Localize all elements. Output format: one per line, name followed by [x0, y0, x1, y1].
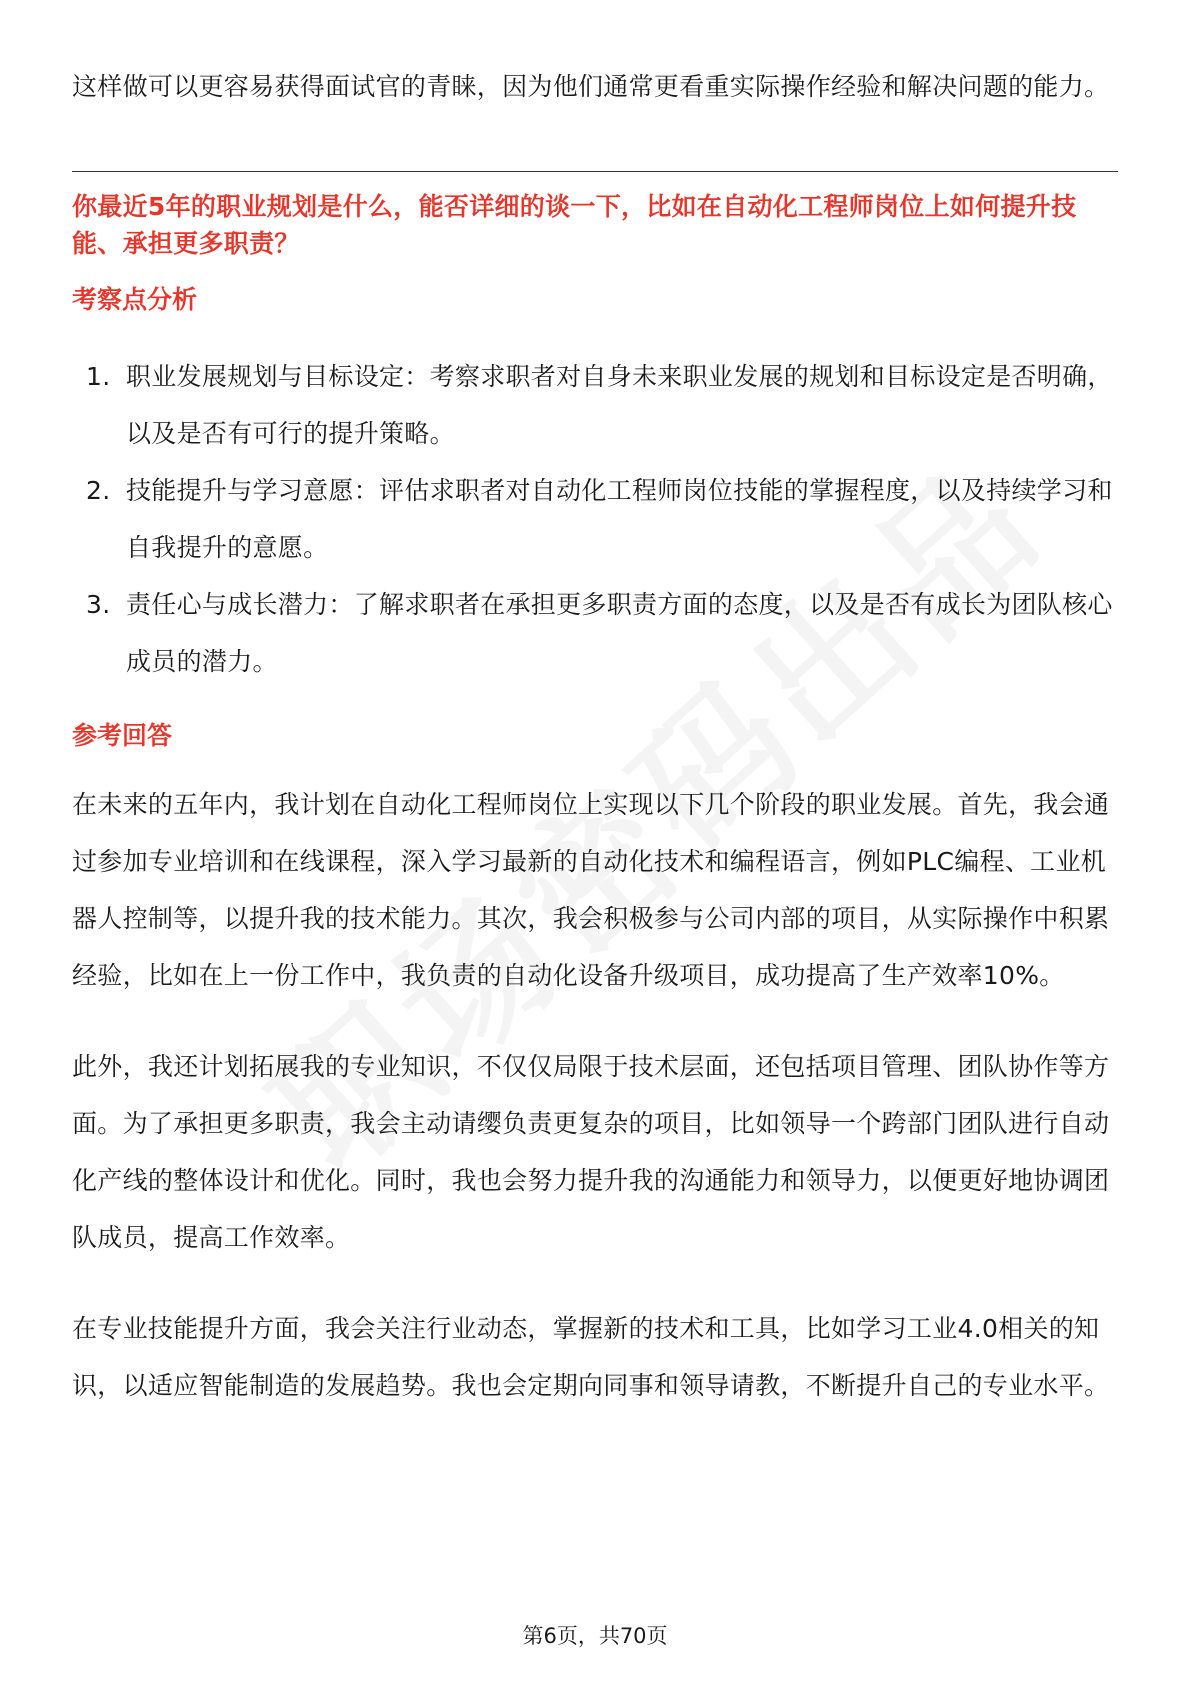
analysis-item-text: 职业发展规划与目标设定：考察求职者对自身未来职业发展的规划和目标设定是否明确，以及是否有可行的提升策略。: [126, 362, 1113, 448]
section-divider: [72, 171, 1118, 172]
answer-heading: 参考回答: [72, 721, 173, 750]
page-content: [72, 58, 1118, 1448]
list-number: 3.: [86, 590, 111, 619]
answer-paragraph: 此外，我还计划拓展我的专业知识，不仅仅局限于技术层面，还包括项目管理、团队协作等方面。为了承担更多职责，我会主动请缨负责更复杂的项目，比如领导一个跨部门团队进行自动化产线的整体设计和优化。同时，我也会努力提升我的沟通能力和领导力，以便更好地协调团队成员，提高工作效率。: [72, 1052, 1110, 1252]
analysis-list: [72, 348, 1118, 690]
analysis-item: [72, 576, 1118, 690]
answer-paragraph: 在未来的五年内，我计划在自动化工程师岗位上实现以下几个阶段的职业发展。首先，我会通过参加专业培训和在线课程，深入学习最新的自动化技术和编程语言，例如PLC编程、工业机器人控制等，以提升我的技术能力。其次，我会积极参与公司内部的项目，从实际操作中积累经验，比如在上一份工作中，我负责的自动化设备升级项目，成功提高了生产效率10%。: [72, 790, 1110, 990]
analysis-item-text: 技能提升与学习意愿：评估求职者对自动化工程师岗位技能的掌握程度，以及持续学习和自我提升的意愿。: [126, 476, 1113, 562]
intro-paragraph: 这样做可以更容易获得面试官的青睐，因为他们通常更看重实际操作经验和解决问题的能力。: [72, 72, 1110, 101]
interview-question: 你最近5年的职业规划是什么，能否详细的谈一下，比如在自动化工程师岗位上如何提升技能、承担更多职责？: [72, 192, 1077, 258]
analysis-heading: 考察点分析: [72, 285, 198, 314]
list-number: 2.: [86, 476, 111, 505]
analysis-item: [72, 348, 1118, 462]
page-number: 第6页，共70页: [522, 1624, 668, 1648]
answer-paragraph: 在专业技能提升方面，我会关注行业动态，掌握新的技术和工具，比如学习工业4.0相关的知识，以适应智能制造的发展趋势。我也会定期向同事和领导请教，不断提升自己的专业水平。: [72, 1314, 1110, 1400]
analysis-item: [72, 462, 1118, 576]
analysis-item-text: 责任心与成长潜力：了解求职者在承担更多职责方面的态度，以及是否有成长为团队核心成员的潜力。: [126, 590, 1113, 676]
list-number: 1.: [86, 362, 111, 391]
